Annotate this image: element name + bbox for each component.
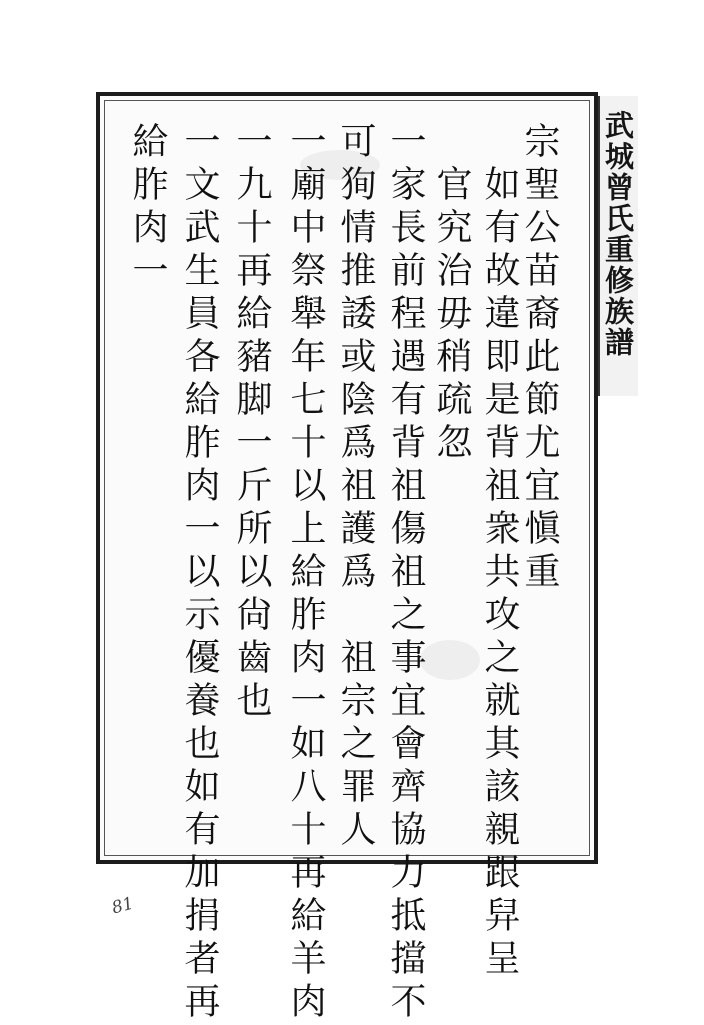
- text-column-3: 官究治毋稍疏忽: [431, 122, 472, 466]
- text-column-9: 給胙肉一: [127, 122, 168, 294]
- text-column-6: 一廟中祭舉年七十以上給胙肉一如八十再給羊肉: [285, 122, 326, 1025]
- text-column-5: 可狥情推諉或陰爲祖護爲 祖宗之罪人: [335, 122, 376, 853]
- book-title: 武城曾氏重修族譜: [601, 110, 635, 358]
- text-column-1: 宗聖公苗裔此節尤宜愼重: [519, 122, 560, 595]
- page-number: 81: [109, 893, 136, 919]
- text-column-2: 如有故違即是背祖衆共攻之就其該親跟舁呈: [479, 122, 520, 982]
- text-column-8: 一文武生員各給胙肉一以示優養也如有加捐者再: [179, 122, 220, 1025]
- text-column-4: 一家長前程遇有背祖傷祖之事宜會齊協力抵擋不: [385, 122, 426, 1025]
- paper-stain: [420, 640, 480, 680]
- text-column-7: 一九十再給豬脚一斤所以尙齒也: [231, 122, 272, 724]
